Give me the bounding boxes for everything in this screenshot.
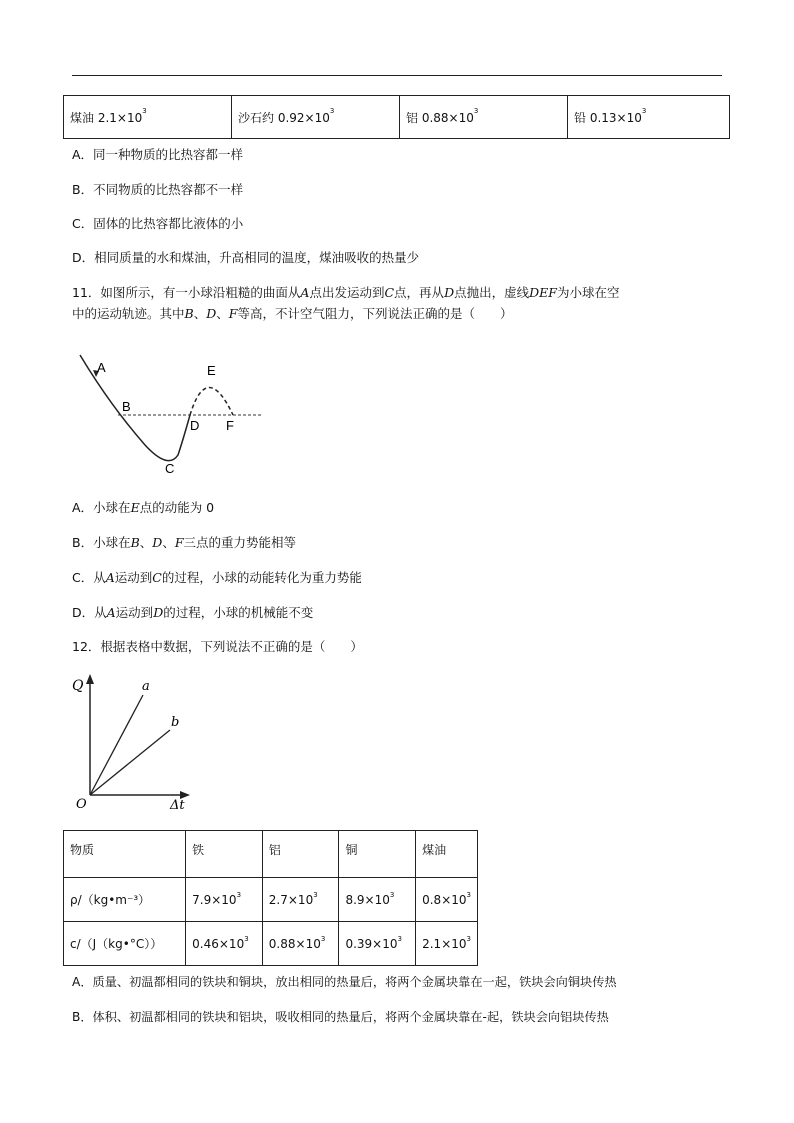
table-header-cell: 煤油 — [416, 831, 478, 878]
y-axis-label: Q — [72, 678, 84, 694]
table-row-label: ρ/（kg•m⁻³） — [64, 878, 186, 922]
q12-stem: 12．根据表格中数据，下列说法不正确的是（ ） — [72, 639, 363, 654]
line-a — [90, 695, 143, 795]
table-row — [64, 878, 478, 922]
table-cell: $8.9\times 10^3$ — [339, 878, 416, 922]
table-cell: $2.7\times 10^3$ — [262, 878, 339, 922]
table-cell: $7.9\times 10^3$ — [186, 878, 263, 922]
label-d: D — [190, 418, 200, 433]
table-cell: 煤油 $2.1\times 10^3$ — [64, 96, 232, 139]
q12-option-a: A．质量、初温都相同的铁块和铜块，放出相同的热量后，将两个金属块靠在一起，铁块会向铜块传热 — [72, 975, 617, 989]
table-header-cell: 铜 — [339, 831, 416, 878]
q12-heat-graph — [70, 670, 200, 810]
x-axis-label: Δt — [170, 798, 185, 810]
q12-option-b: B．体积、初温都相同的铁块和铝块，吸收相同的热量后，将两个金属块靠在-起，铁块会向铝块传热 — [72, 1010, 609, 1024]
table-cell: $0.46\times 10^3$ — [186, 922, 263, 966]
table-header-cell: 铝 — [262, 831, 339, 878]
specific-heat-table — [63, 95, 730, 139]
q11-option-b: B．小球在B、D、F三点的重力势能相等 — [72, 535, 297, 550]
q10-option-d: D．相同质量的水和煤油，升高相同的温度，煤油吸收的热量少 — [72, 250, 420, 265]
table-cell: $0.88\times 10^3$ — [262, 922, 339, 966]
q11-option-c: C．从A运动到C的过程，小球的动能转化为重力势能 — [72, 570, 362, 585]
header-rule — [72, 75, 722, 76]
table-row — [64, 96, 730, 139]
table-cell: $0.39\times 10^3$ — [339, 922, 416, 966]
label-c: C — [165, 461, 175, 476]
table-row-label: c/（J（kg•°C）） — [64, 922, 186, 966]
label-a: A — [97, 360, 106, 375]
q11-option-a: A．小球在E点的动能为 0 — [72, 500, 215, 515]
table-cell: 沙石约 $0.92\times 10^3$ — [232, 96, 400, 139]
line-b-label: b — [171, 715, 180, 730]
y-axis-arrow-icon — [86, 674, 94, 684]
q10-option-a: A．同一种物质的比热容都一样 — [72, 147, 244, 162]
table-header-cell: 物质 — [64, 831, 186, 878]
q11-stem-line2: 中的运动轨迹。其中B、D、F等高，不计空气阻力，下列说法正确的是（ ） — [72, 306, 513, 321]
label-f: F — [226, 418, 234, 433]
table-cell: 铅 $0.13\times 10^3$ — [568, 96, 730, 139]
q10-option-b: B．不同物质的比热容都不一样 — [72, 182, 244, 197]
table-cell: 铝 $0.88\times 10^3$ — [400, 96, 568, 139]
table-header-cell: 铁 — [186, 831, 263, 878]
q11-stem-line1: 11．如图所示，有一小球沿粗糙的曲面从A点出发运动到C点，再从D点抛出，虚线DEF为小球在空 — [72, 285, 620, 300]
q10-option-c: C．固体的比热容都比液体的小 — [72, 216, 244, 231]
q11-option-d: D．从A运动到D的过程，小球的机械能不变 — [72, 605, 314, 620]
origin-label: O — [76, 797, 87, 810]
material-property-table — [63, 830, 478, 966]
q11-trajectory-figure — [70, 345, 270, 480]
line-a-label: a — [142, 679, 150, 694]
label-e: E — [207, 363, 216, 378]
line-b — [90, 730, 170, 795]
trajectory-def — [190, 388, 233, 416]
label-b: B — [122, 399, 131, 414]
table-row — [64, 922, 478, 966]
table-cell: $0.8\times 10^3$ — [416, 878, 478, 922]
table-row — [64, 831, 478, 878]
table-cell: $2.1\times 10^3$ — [416, 922, 478, 966]
